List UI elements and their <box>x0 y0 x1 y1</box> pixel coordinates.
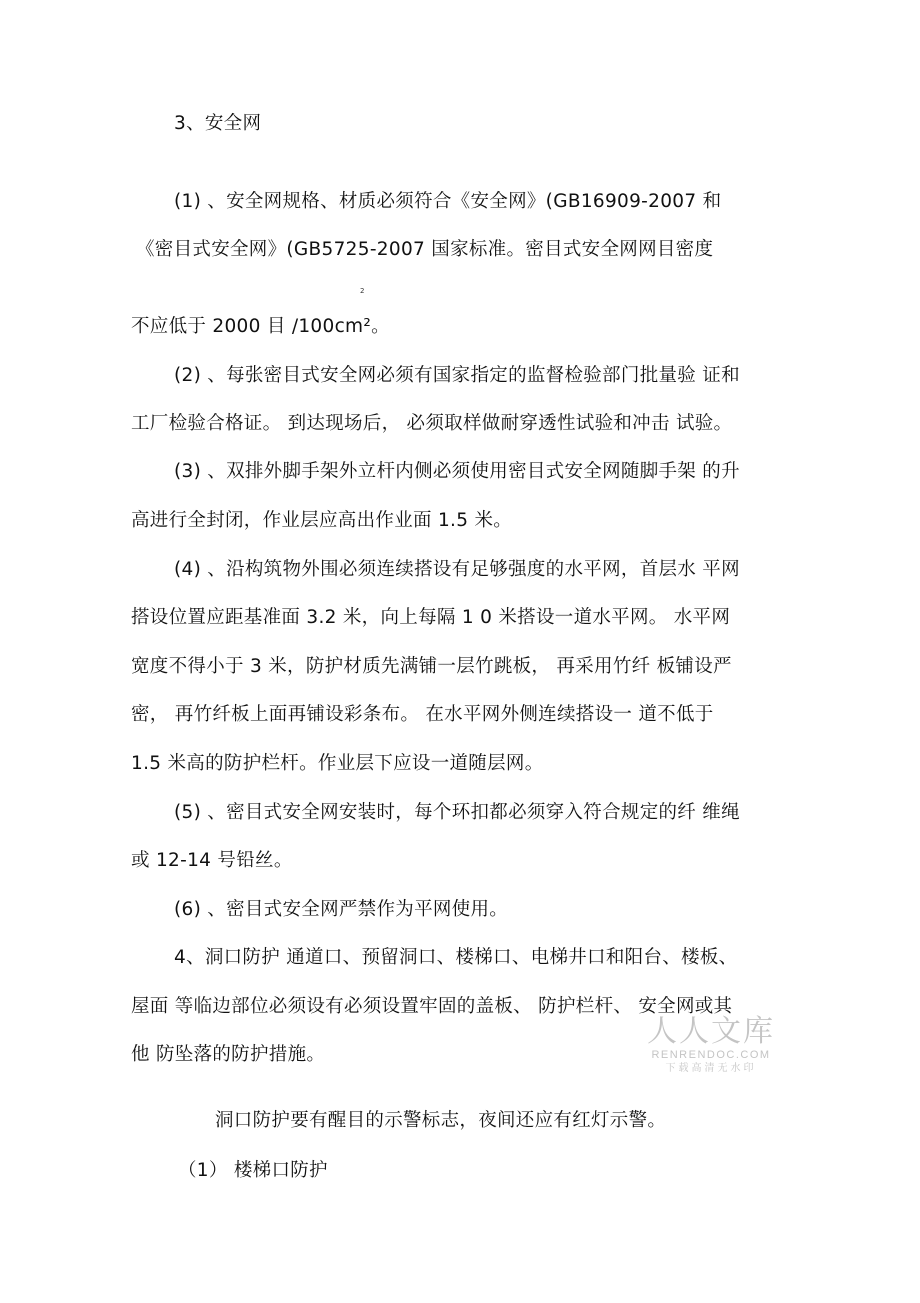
paragraph-line: 或 12-14 号铅丝。 <box>131 850 293 871</box>
superscript-mark: 2 <box>360 287 365 295</box>
paragraph-line: 高进行全封闭，作业层应高出作业面 1.5 米。 <box>131 510 513 531</box>
watermark-title: 人人文库 <box>647 1014 775 1049</box>
watermark-domain: RENRENDOC.COM <box>651 1049 771 1061</box>
paragraph-line: (6) 、密目式安全网严禁作为平网使用。 <box>174 899 509 920</box>
paragraph-line: 搭设位置应距基准面 3.2 米，向上每隔 1 0 米搭设一道水平网。 水平网 <box>131 607 731 628</box>
paragraph-line: (4) 、沿构筑物外围必须连续搭设有足够强度的水平网，首层水 平网 <box>174 559 740 580</box>
paragraph-line: 他 防坠落的防护措施。 <box>131 1044 326 1065</box>
paragraph-line: (5) 、密目式安全网安装时，每个环扣都必须穿入符合规定的纤 维绳 <box>174 802 740 823</box>
paragraph-line: 洞口防护要有醒目的示警标志，夜间还应有红灯示警。 <box>215 1110 667 1131</box>
watermark-subtitle: 下载高清无水印 <box>665 1063 757 1074</box>
paragraph-line: 1.5 米高的防护栏杆。作业层下应设一道随层网。 <box>131 753 544 774</box>
watermark-logo <box>646 1015 776 1075</box>
paragraph-line: (1) 、安全网规格、材质必须符合《安全网》(GB16909-2007 和 <box>174 191 722 212</box>
paragraph-line: 不应低于 2000 目 /100cm²。 <box>131 316 390 337</box>
paragraph-line: (2) 、每张密目式安全网必须有国家指定的监督检验部门批量验 证和 <box>174 365 740 386</box>
paragraph-line: (3) 、双排外脚手架外立杆内侧必须使用密目式安全网随脚手架 的升 <box>174 461 740 482</box>
subheading-stairwell: （1） 楼梯口防护 <box>178 1160 328 1181</box>
paragraph-line: 工厂检验合格证。 到达现场后， 必须取样做耐穿透性试验和冲击 试验。 <box>131 413 733 434</box>
paragraph-line: 《密目式安全网》(GB5725-2007 国家标准。密目式安全网网目密度 <box>136 239 714 260</box>
section-heading-4: 4、洞口防护 通道口、预留洞口、楼梯口、电梯井口和阳台、楼板、 <box>174 947 738 968</box>
paragraph-line: 密， 再竹纤板上面再铺设彩条布。 在水平网外侧连续搭设一 道不低于 <box>131 704 714 725</box>
paragraph-line: 宽度不得小于 3 米，防护材质先满铺一层竹跳板， 再采用竹纤 板铺设严 <box>131 656 732 677</box>
section-heading-3: 3、安全网 <box>174 113 262 134</box>
paragraph-line: 屋面 等临边部位必须设有必须设置牢固的盖板、 防护栏杆、 安全网或其 <box>131 996 733 1017</box>
